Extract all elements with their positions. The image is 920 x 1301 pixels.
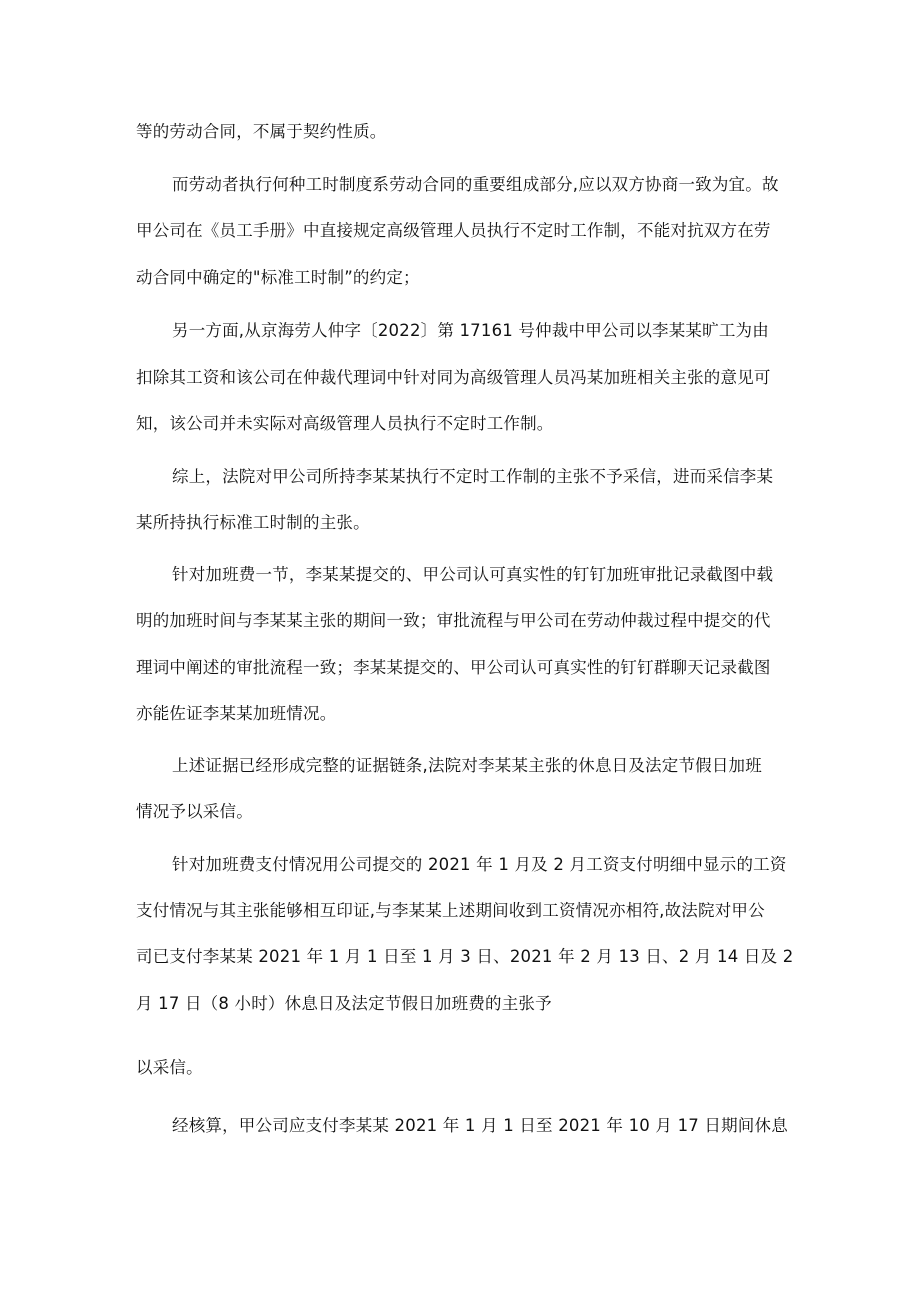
text-line: 月 17 日（8 小时）休息日及法定节假日加班费的主张予: [136, 994, 552, 1013]
text-line: 知，该公司并未实际对高级管理人员执行不定时工作制。: [136, 414, 554, 433]
text-line: 上述证据已经形成完整的证据链条,法院对李某某主张的休息日及法定节假日加班: [172, 756, 762, 775]
text-line: 经核算，甲公司应支付李某某 2021 年 1 月 1 日至 2021 年 10 月 17 日期间休息: [172, 1116, 788, 1135]
text-line: 针对加班费支付情况用公司提交的 2021 年 1 月及 2 月工资支付明细中显示的工资: [172, 855, 787, 874]
text-line: 明的加班时间与李某某主张的期间一致；审批流程与甲公司在劳动仲裁过程中提交的代: [136, 611, 771, 630]
text-line: 等的劳动合同，不属于契约性质。: [136, 122, 387, 141]
text-line: 扣除其工资和该公司在仲裁代理词中针对同为高级管理人员冯某加班相关主张的意见可: [136, 368, 771, 387]
text-line: 另一方面,从京海劳人仲字〔2022〕第 17161 号仲裁中甲公司以李某某旷工为由: [172, 321, 769, 340]
text-line: 以采信。: [136, 1058, 203, 1077]
text-line: 支付情况与其主张能够相互印证,与李某某上述期间收到工资情况亦相符,故法院对甲公: [136, 901, 765, 920]
text-line: 综上，法院对甲公司所持李某某执行不定时工作制的主张不予采信，进而采信李某: [172, 467, 774, 486]
text-line: 亦能佐证李某某加班情况。: [136, 704, 337, 723]
text-line: 而劳动者执行何种工时制度系劳动合同的重要组成部分,应以双方协商一致为宜。故: [172, 175, 779, 194]
text-line: 某所持执行标准工时制的主张。: [136, 513, 370, 532]
text-line: 情况予以采信。: [136, 802, 253, 821]
text-line: 理词中阐述的审批流程一致；李某某提交的、甲公司认可真实性的钉钉群聊天记录截图: [136, 658, 771, 677]
text-line: 针对加班费一节，李某某提交的、甲公司认可真实性的钉钉加班审批记录截图中载: [172, 565, 774, 584]
text-line: 动合同中确定的"标准工时制”的约定；: [136, 268, 420, 287]
text-line: 司已支付李某某 2021 年 1 月 1 日至 1 月 3 日、2021 年 2 月 13 日、2 月 14 日及 2: [136, 947, 794, 966]
text-line: 甲公司在《员工手册》中直接规定高级管理人员执行不定时工作制，不能对抗双方在劳: [136, 221, 771, 240]
